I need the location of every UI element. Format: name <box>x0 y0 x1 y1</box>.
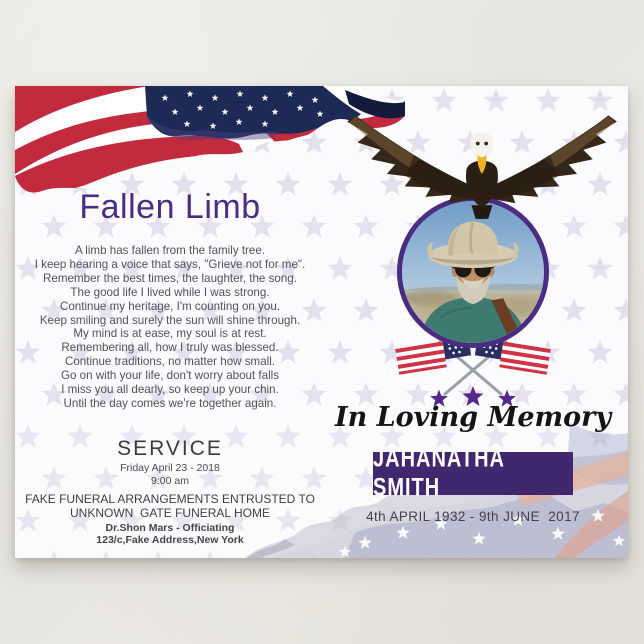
poem-line: My mind is at ease, my soul is at rest. <box>73 327 267 341</box>
poem-line: Keep smiling and surely the sun will shine through. <box>39 313 301 327</box>
poem-line: Remember the best times, the laughter, the song. <box>43 271 297 285</box>
service-heading: SERVICE <box>117 437 223 460</box>
poem-text <box>15 244 330 411</box>
poem-line: Continue my heritage, I'm counting on you. <box>59 299 281 313</box>
bald-eagle-image <box>345 88 621 220</box>
poem-line: A limb has fallen from the family tree. <box>74 244 266 257</box>
funeral-home-line1: FAKE FUNERAL ARRANGEMENTS ENTRUSTED TO <box>25 492 315 506</box>
poem-line: Remembering all, how I truly was blessed. <box>61 341 279 355</box>
address-line: 123/c,Fake Address,New York <box>96 534 244 546</box>
poem-line: I miss you all dearly, so keep up your chin. <box>61 383 279 397</box>
funeral-home-line2: UNKNOWN GATE FUNERAL HOME <box>69 506 270 520</box>
service-time: 9:00 am <box>151 475 189 487</box>
officiant-line: Dr.Shon Mars - Officiating <box>105 522 235 534</box>
deceased-name: JAHANATHA SMITH <box>373 444 505 501</box>
life-dates: 4th APRIL 1932 - 9th JUNE 2017 <box>366 509 580 524</box>
poem-line: Until the day comes we're together again. <box>63 396 277 410</box>
funeral-program-sheet <box>15 86 628 558</box>
name-banner <box>373 444 573 501</box>
left-page <box>20 86 320 558</box>
poem-line: Go on with your life, don't worry about falls <box>60 369 280 383</box>
poem-title: Fallen Limb <box>79 188 261 226</box>
service-date: Friday April 23 - 2018 <box>120 462 220 474</box>
tribute-heading: In Loving Memory <box>334 402 612 433</box>
poem-line: Continue traditions, no matter how small. <box>64 355 276 369</box>
portrait-photo <box>402 201 544 343</box>
poem-line: I keep hearing a voice that says, "Grieve not for me". <box>34 257 306 271</box>
poem-line: The good life I lived while I was strong. <box>70 285 270 299</box>
